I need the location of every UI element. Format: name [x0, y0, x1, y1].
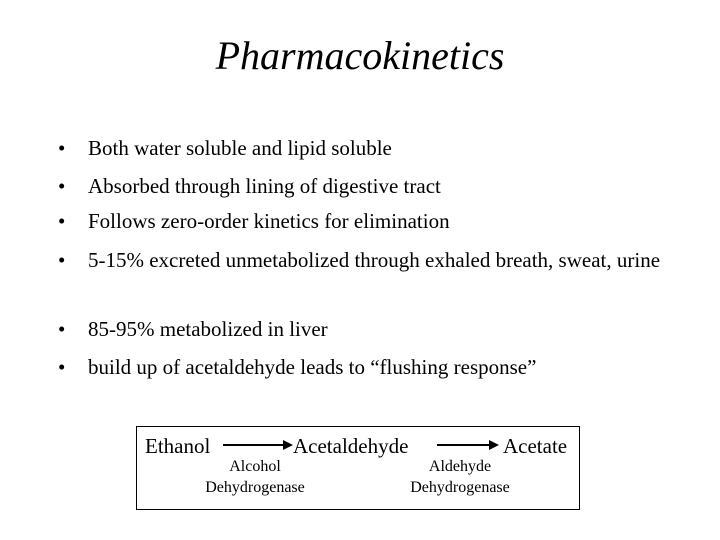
bullet-dot: • — [58, 174, 66, 198]
bullet-dot: • — [58, 248, 66, 272]
ethanol-label: Ethanol — [145, 434, 211, 458]
bullet-text: Absorbed through lining of digestive tract — [88, 174, 441, 198]
enzyme-name: Alcohol — [229, 458, 281, 475]
bullet-text: Both water soluble and lipid soluble — [88, 136, 392, 160]
bullet-text: build up of acetaldehyde leads to “flushing response” — [88, 355, 537, 379]
arrow-right-icon — [223, 439, 293, 451]
bullet-text: 85-95% metabolized in liver — [88, 317, 328, 341]
enzyme-label-alcohol-dehydrogenase — [180, 456, 330, 498]
enzyme-name: Aldehyde — [428, 458, 492, 475]
bullet-dot: • — [58, 355, 66, 379]
bullet-dot: • — [58, 209, 66, 233]
enzyme-name: Dehydrogenase — [205, 479, 305, 496]
acetate-label: Acetate — [503, 434, 568, 458]
enzyme-name: Dehydrogenase — [410, 479, 510, 496]
metabolism-pathway-diagram — [136, 426, 580, 510]
bullet-dot: • — [58, 317, 66, 341]
acetaldehyde-label: Acetaldehyde — [293, 434, 409, 458]
slide-title: Pharmacokinetics — [215, 33, 505, 78]
enzyme-label-aldehyde-dehydrogenase — [385, 456, 535, 498]
bullet-dot: • — [58, 136, 66, 160]
bullet-text: Follows zero-order kinetics for elimination — [88, 209, 450, 233]
bullet-text: 5-15% excreted unmetabolized through exhaled breath, sweat, urine — [88, 248, 661, 272]
arrow-right-icon — [437, 439, 499, 451]
